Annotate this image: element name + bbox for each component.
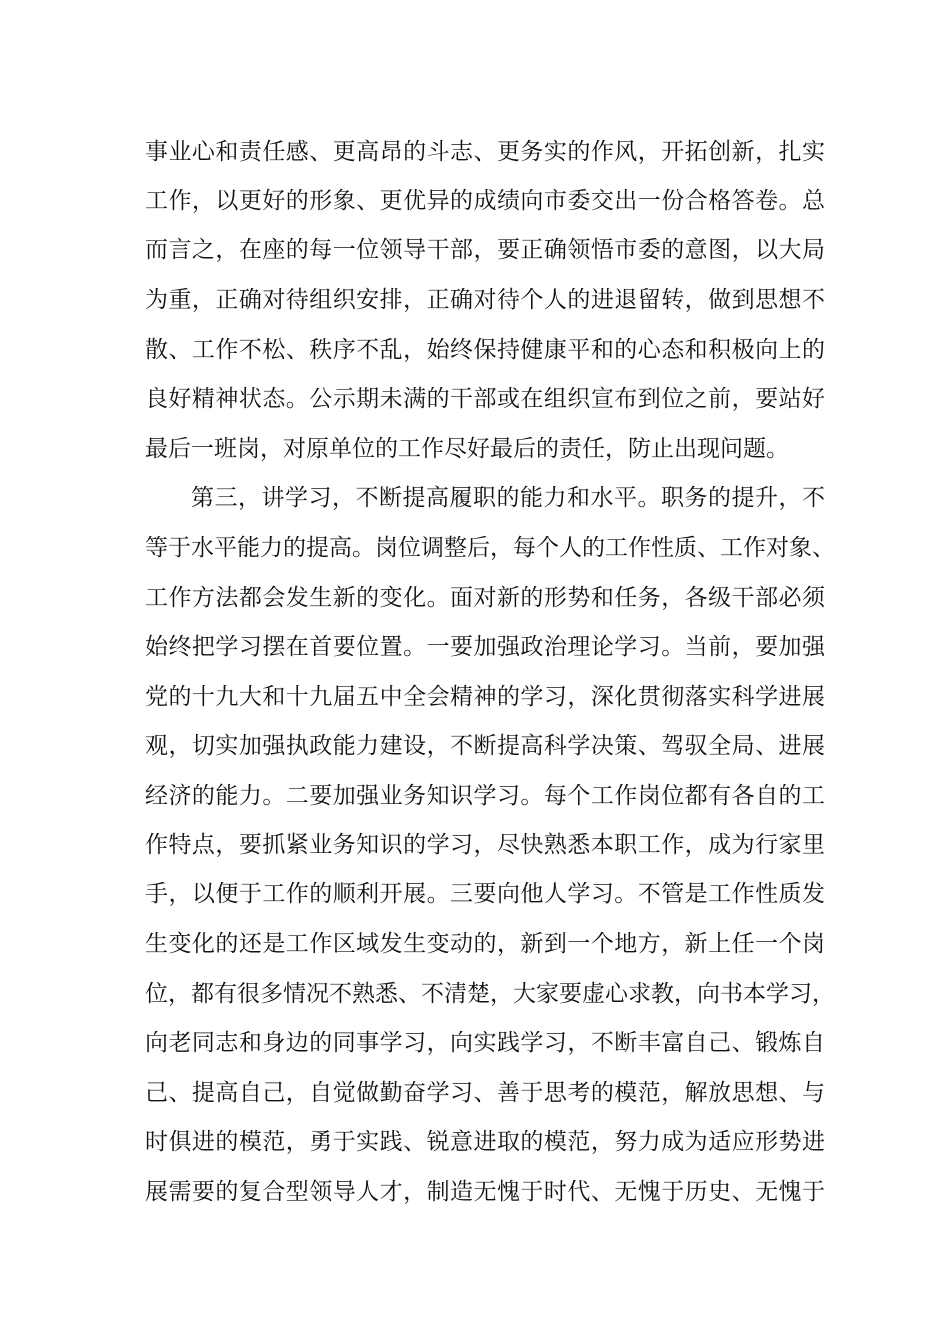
text-line: 等于水平能力的提高。岗位调整后，每个人的工作性质、工作对象、 bbox=[145, 535, 835, 561]
text-line: 位，都有很多情况不熟悉、不清楚，大家要虚心求教，向书本学习， bbox=[145, 981, 835, 1007]
text-line: 为重，正确对待组织安排，正确对待个人的进退留转，做到思想不 bbox=[145, 287, 825, 313]
text-line: 工作，以更好的形象、更优异的成绩向市委交出一份合格答卷。总 bbox=[145, 188, 825, 214]
paragraph-first-line: 第三，讲学习，不断提高履职的能力和水平。职务的提升，不 bbox=[191, 485, 825, 511]
text-line: 党的十九大和十九届五中全会精神的学习，深化贯彻落实科学进展 bbox=[145, 684, 825, 710]
text-line: 生变化的还是工作区域发生变动的，新到一个地方，新上任一个岗 bbox=[145, 931, 825, 957]
text-line: 事业心和责任感、更高昂的斗志、更务实的作风，开拓创新，扎实 bbox=[145, 139, 825, 165]
text-line: 己、提高自己，自觉做勤奋学习、善于思考的模范，解放思想、与 bbox=[145, 1080, 825, 1106]
text-line: 而言之，在座的每一位领导干部，要正确领悟市委的意图，以大局 bbox=[145, 237, 825, 263]
text-line: 良好精神状态。公示期未满的干部或在组织宣布到位之前，要站好 bbox=[145, 386, 825, 412]
text-line: 最后一班岗，对原单位的工作尽好最后的责任，防止出现问题。 bbox=[145, 436, 789, 462]
text-line: 观，切实加强执政能力建设，不断提高科学决策、驾驭全局、进展 bbox=[145, 733, 825, 759]
text-line: 手，以便于工作的顺利开展。三要向他人学习。不管是工作性质发 bbox=[145, 881, 825, 907]
text-line: 始终把学习摆在首要位置。一要加强政治理论学习。当前，要加强 bbox=[145, 634, 825, 660]
text-line: 工作方法都会发生新的变化。面对新的形势和任务，各级干部必须 bbox=[145, 585, 825, 611]
text-line: 散、工作不松、秩序不乱，始终保持健康平和的心态和积极向上的 bbox=[145, 337, 825, 363]
text-line: 时俱进的模范，勇于实践、锐意进取的模范，努力成为适应形势进 bbox=[145, 1129, 825, 1155]
text-line: 向老同志和身边的同事学习，向实践学习，不断丰富自己、锻炼自 bbox=[145, 1030, 825, 1056]
text-line: 作特点，要抓紧业务知识的学习，尽快熟悉本职工作，成为行家里 bbox=[145, 832, 825, 858]
text-line: 经济的能力。二要加强业务知识学习。每个工作岗位都有各自的工 bbox=[145, 783, 825, 809]
text-line: 展需要的复合型领导人才，制造无愧于时代、无愧于历史、无愧于 bbox=[145, 1179, 825, 1205]
